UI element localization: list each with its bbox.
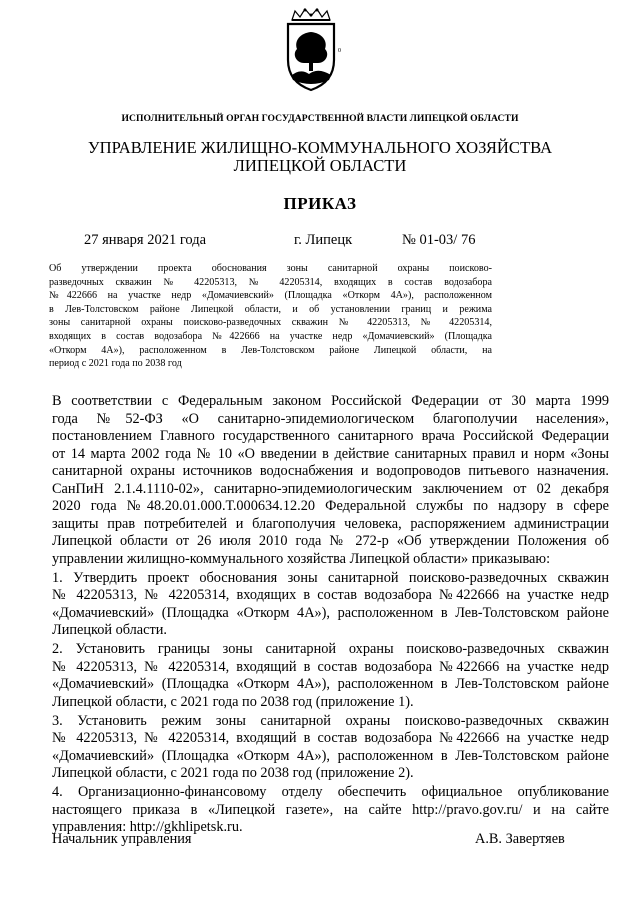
body-line: года №52-ФЗ «О санитарно-эпидемиологическом благополучии населения», [52, 410, 609, 427]
body-line: 3. Установить режим зоны санитарной охраны поисково-разведочных скважин [52, 712, 609, 729]
subject-line: «Откорм 4А»), расположенном в Лев-Толстовском районе Липецкой области, на [49, 344, 492, 356]
body-line: В соответствии с Федеральным законом Российской Федерации от 30 марта 1999 [52, 393, 609, 409]
clause-1 [52, 570, 609, 640]
preamble-paragraph [52, 393, 609, 568]
department-line-1: УПРАВЛЕНИЕ ЖИЛИЩНО-КОММУНАЛЬНОГО ХОЗЯЙСТВА [87, 138, 553, 157]
order-number: № 01-03/ 76 [402, 232, 476, 248]
department-name [0, 139, 640, 175]
subject-line: №422666 на участке недр «Домачиевский» (Площадка «Откорм 4А»), расположенном [49, 290, 492, 302]
body-line: СанПиН 2.1.4.1110-02», санитарно-эпидемиологическим заключением от 02 декабря [52, 480, 609, 497]
body-line: настоящего приказа в «Липецкой газете», на сайте http://pravo.gov.ru/ и на сайте [52, 801, 609, 818]
body-line: постановлением Главного государственного санитарного врача Российской Федерации [52, 428, 609, 444]
signatory-name: А.В. Завертяев [475, 831, 565, 847]
order-body [52, 393, 609, 837]
body-line: № 42205313, № 42205314, входящий в состав водозабора №422666 на участке недр [52, 730, 609, 746]
svg-text:0: 0 [338, 48, 341, 54]
subject-line: входящих в состав водозабора №422666 на участке недр «Домачиевский» (Площадка [49, 330, 492, 342]
signatory-position: Начальник управления [52, 831, 192, 847]
body-line: санитарной охраны источников водоснабжения и водопроводов питьевого назначения. [52, 463, 609, 479]
body-line: № 42205313, № 42205314, входящий в состав водозабора №422666 на участке недр [52, 658, 609, 675]
body-line: Липецкой области. [52, 622, 167, 638]
clause-3 [52, 713, 609, 783]
body-line: управления: http://gkhlipetsk.ru. [52, 819, 243, 835]
subject-line: Об утверждении проекта обоснования зоны санитарной охраны поисково- [49, 263, 492, 274]
order-city: г. Липецк [294, 232, 353, 248]
body-line: «Домачиевский» (Площадка «Откорм 4А»), расположенном в Лев-Толстовском районе [52, 676, 609, 692]
issuing-authority: ИСПОЛНИТЕЛЬНЫЙ ОРГАН ГОСУДАРСТВЕННОЙ ВЛАСТИ ЛИПЕЦКОЙ ОБЛАСТИ [121, 113, 519, 124]
document-type: ПРИКАЗ [283, 194, 357, 213]
body-line: управлении жилищно-коммунального хозяйства Липецкой области» приказываю: [52, 550, 551, 567]
subject-line: разведочных скважин № 42205313, № 42205314, входящих в состав водозабора [49, 276, 492, 288]
order-date: 27 января 2021 года [84, 232, 207, 248]
body-line: № 42205313, № 42205314, входящих в состав водозабора №422666 на участке недр [52, 587, 609, 603]
body-line: 2020 года №48.20.01.000.Т.000634.12.20 Федеральной службы по надзору в сфере [52, 498, 609, 514]
clause-4 [52, 784, 609, 837]
lipetsk-coat-of-arms-icon [282, 8, 342, 94]
body-line: Липецкой области от 26 июля 2010 года № 272-р «Об утверждении Положения об [52, 533, 609, 549]
body-line: Липецкой области, с 2021 года по 2038 год (приложение 2). [52, 765, 414, 781]
body-line: Липецкой области, с 2021 года по 2038 год (приложение 1). [52, 693, 414, 710]
department-line-2: ЛИПЕЦКОЙ ОБЛАСТИ [233, 156, 407, 175]
order-subject [49, 262, 492, 371]
subject-line: в Лев-Толстовском районе Липецкой области, и об установлении границ и режима [49, 303, 492, 315]
body-line: 2. Установить границы зоны санитарной охраны поисково-разведочных скважин [52, 641, 609, 657]
body-line: 4. Организационно-финансовому отделу обеспечить официальное опубликование [52, 784, 609, 800]
subject-line: период с 2021 года по 2038 год [49, 358, 182, 370]
clause-2 [52, 641, 609, 711]
body-line: защиты прав потребителей и благополучия человека, распоряжением администрации [52, 515, 609, 532]
body-line: от 14 марта 2002 года № 10 «О введении в действие санитарных правил и норм «Зоны [52, 445, 609, 462]
body-line: «Домачиевский» (Площадка «Откорм 4А»), расположенном в Лев-Толстовском районе [52, 604, 609, 621]
body-line: «Домачиевский» (Площадка «Откорм 4А»), расположенном в Лев-Толстовском районе [52, 747, 609, 764]
body-line: 1. Утвердить проект обоснования зоны санитарной поисково-разведочных скважин [52, 569, 609, 586]
subject-line: зоны санитарной охраны поисково-разведочных скважин № 42205313, № 42205314, [49, 317, 492, 329]
